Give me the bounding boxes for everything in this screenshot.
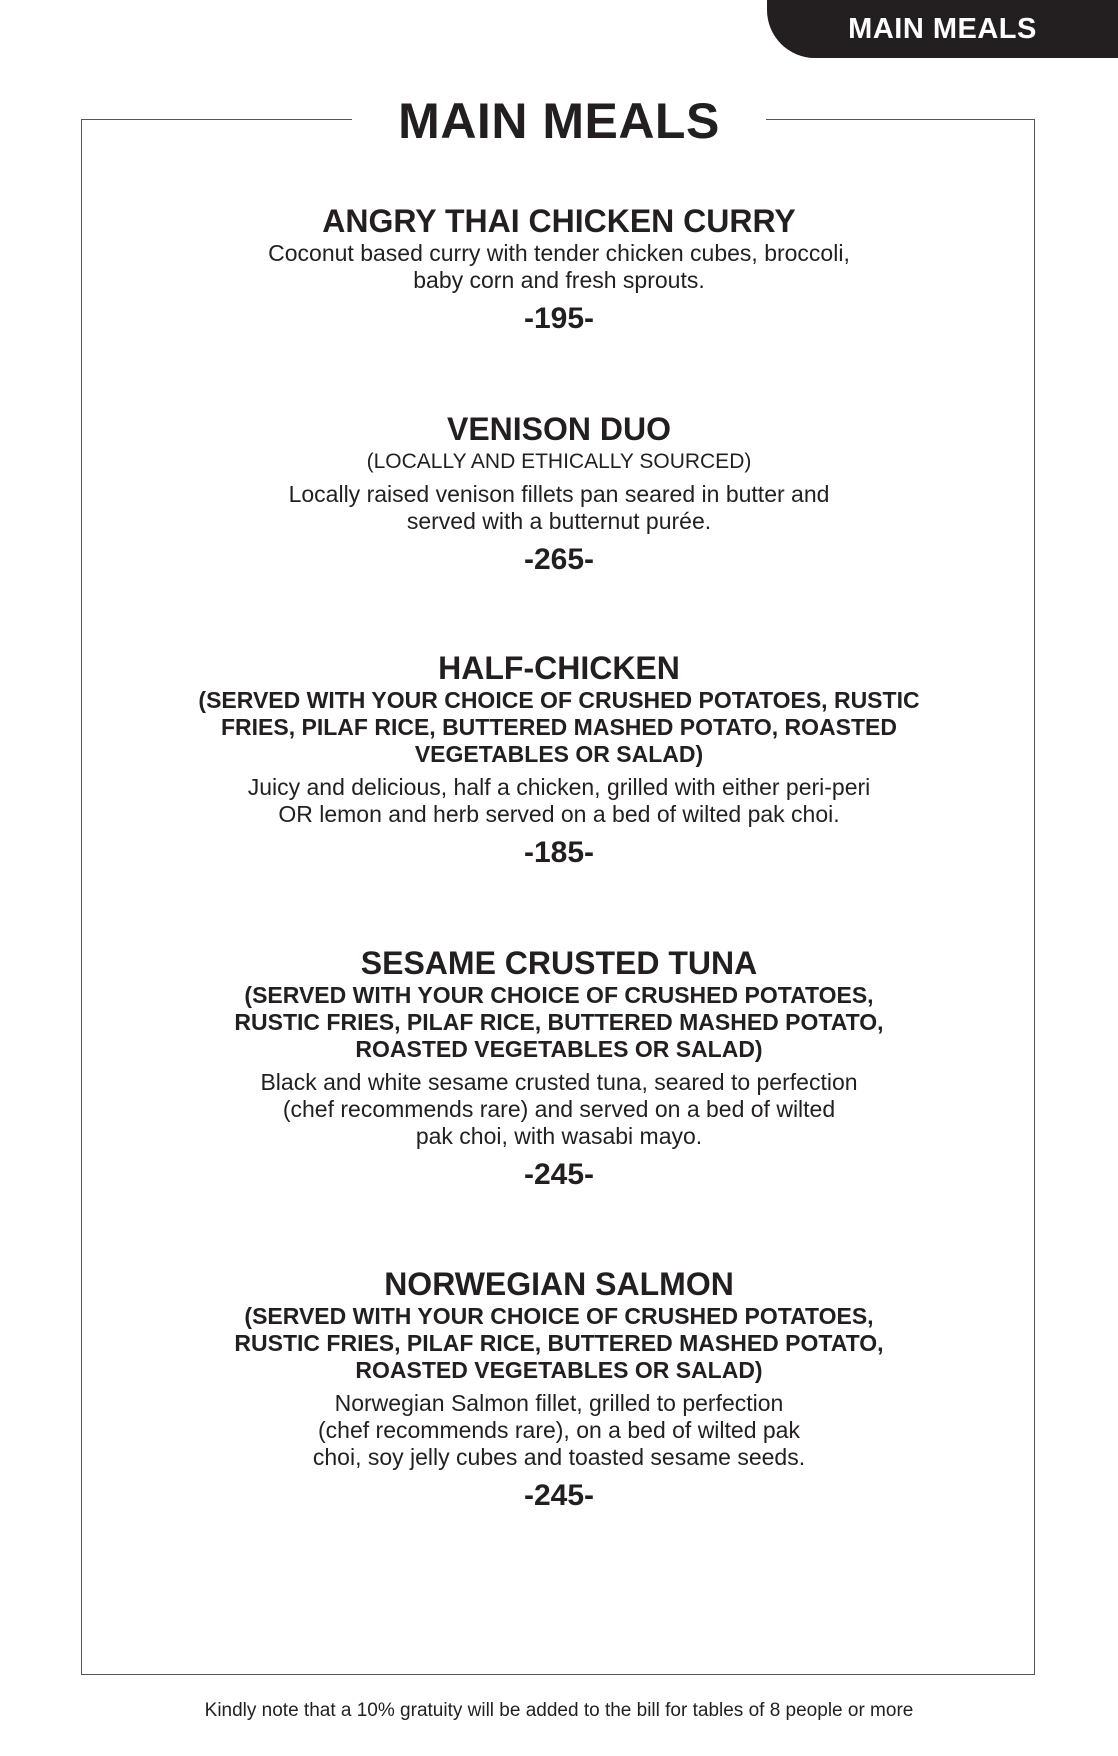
menu-item-description: Locally raised venison fillets pan seared in butter and xyxy=(288,481,830,507)
menu-item-description: Black and white sesame crusted tuna, seared to perfection xyxy=(260,1069,858,1095)
menu-item-note: (LOCALLY AND ETHICALLY SOURCED) xyxy=(366,450,752,473)
menu-item-description: OR lemon and herb served on a bed of wilted pak choi. xyxy=(278,801,840,827)
menu-item-price: -185- xyxy=(523,836,595,869)
menu-item-description: Juicy and delicious, half a chicken, grilled with either peri-peri xyxy=(247,774,871,800)
menu-item-half-chicken xyxy=(150,649,968,870)
gratuity-footer-note: Kindly note that a 10% gratuity will be added to the bill for tables of 8 people or more xyxy=(204,1700,914,1721)
menu-item-sesame-crusted-tuna xyxy=(150,944,968,1192)
menu-item-description: Norwegian Salmon fillet, grilled to perfection xyxy=(334,1390,784,1416)
menu-item-name: ANGRY THAI CHICKEN CURRY xyxy=(322,203,796,239)
menu-item-description: baby corn and fresh sprouts. xyxy=(413,267,705,293)
section-tab xyxy=(767,0,1118,58)
page-title-wrap xyxy=(352,88,766,154)
menu-item-price: -245- xyxy=(523,1479,595,1512)
menu-item-description: (chef recommends rare), on a bed of wilted pak xyxy=(318,1417,800,1443)
section-tab-label: MAIN MEALS xyxy=(848,12,1037,45)
menu-item-sides: ROASTED VEGETABLES OR SALAD) xyxy=(355,1357,763,1383)
menu-item-name: VENISON DUO xyxy=(446,411,672,447)
menu-item-price: -195- xyxy=(523,302,595,335)
menu-item-sides: (SERVED WITH YOUR CHOICE OF CRUSHED POTATOES, RUSTIC xyxy=(198,687,920,713)
menu-item-angry-thai-chicken-curry xyxy=(150,202,968,336)
menu-item-sides: FRIES, PILAF RICE, BUTTERED MASHED POTATO, ROASTED xyxy=(221,714,897,740)
menu-item-sides: RUSTIC FRIES, PILAF RICE, BUTTERED MASHED POTATO, xyxy=(234,1330,884,1356)
menu-item-venison-duo xyxy=(150,410,968,577)
menu-item-description: (chef recommends rare) and served on a bed of wilted xyxy=(282,1096,836,1122)
menu-item-description: served with a butternut purée. xyxy=(406,508,712,534)
menu-item-price: -265- xyxy=(523,543,595,576)
menu-item-price: -245- xyxy=(523,1158,595,1191)
menu-item-name: HALF-CHICKEN xyxy=(438,650,680,686)
page-title: MAIN MEALS xyxy=(398,93,720,149)
menu-item-sides: RUSTIC FRIES, PILAF RICE, BUTTERED MASHED POTATO, xyxy=(234,1009,884,1035)
menu-item-name: SESAME CRUSTED TUNA xyxy=(360,945,758,981)
menu-item-norwegian-salmon xyxy=(150,1265,968,1513)
menu-item-sides: VEGETABLES OR SALAD) xyxy=(414,741,704,767)
menu-item-sides: (SERVED WITH YOUR CHOICE OF CRUSHED POTATOES, xyxy=(244,982,874,1008)
menu-item-name: NORWEGIAN SALMON xyxy=(384,1266,734,1302)
menu-item-description: Coconut based curry with tender chicken cubes, broccoli, xyxy=(268,240,850,266)
menu-item-sides: ROASTED VEGETABLES OR SALAD) xyxy=(355,1036,763,1062)
menu-item-description: pak choi, with wasabi mayo. xyxy=(415,1123,703,1149)
menu-item-description: choi, soy jelly cubes and toasted sesame seeds. xyxy=(312,1444,806,1470)
menu-item-sides: (SERVED WITH YOUR CHOICE OF CRUSHED POTATOES, xyxy=(244,1303,874,1329)
